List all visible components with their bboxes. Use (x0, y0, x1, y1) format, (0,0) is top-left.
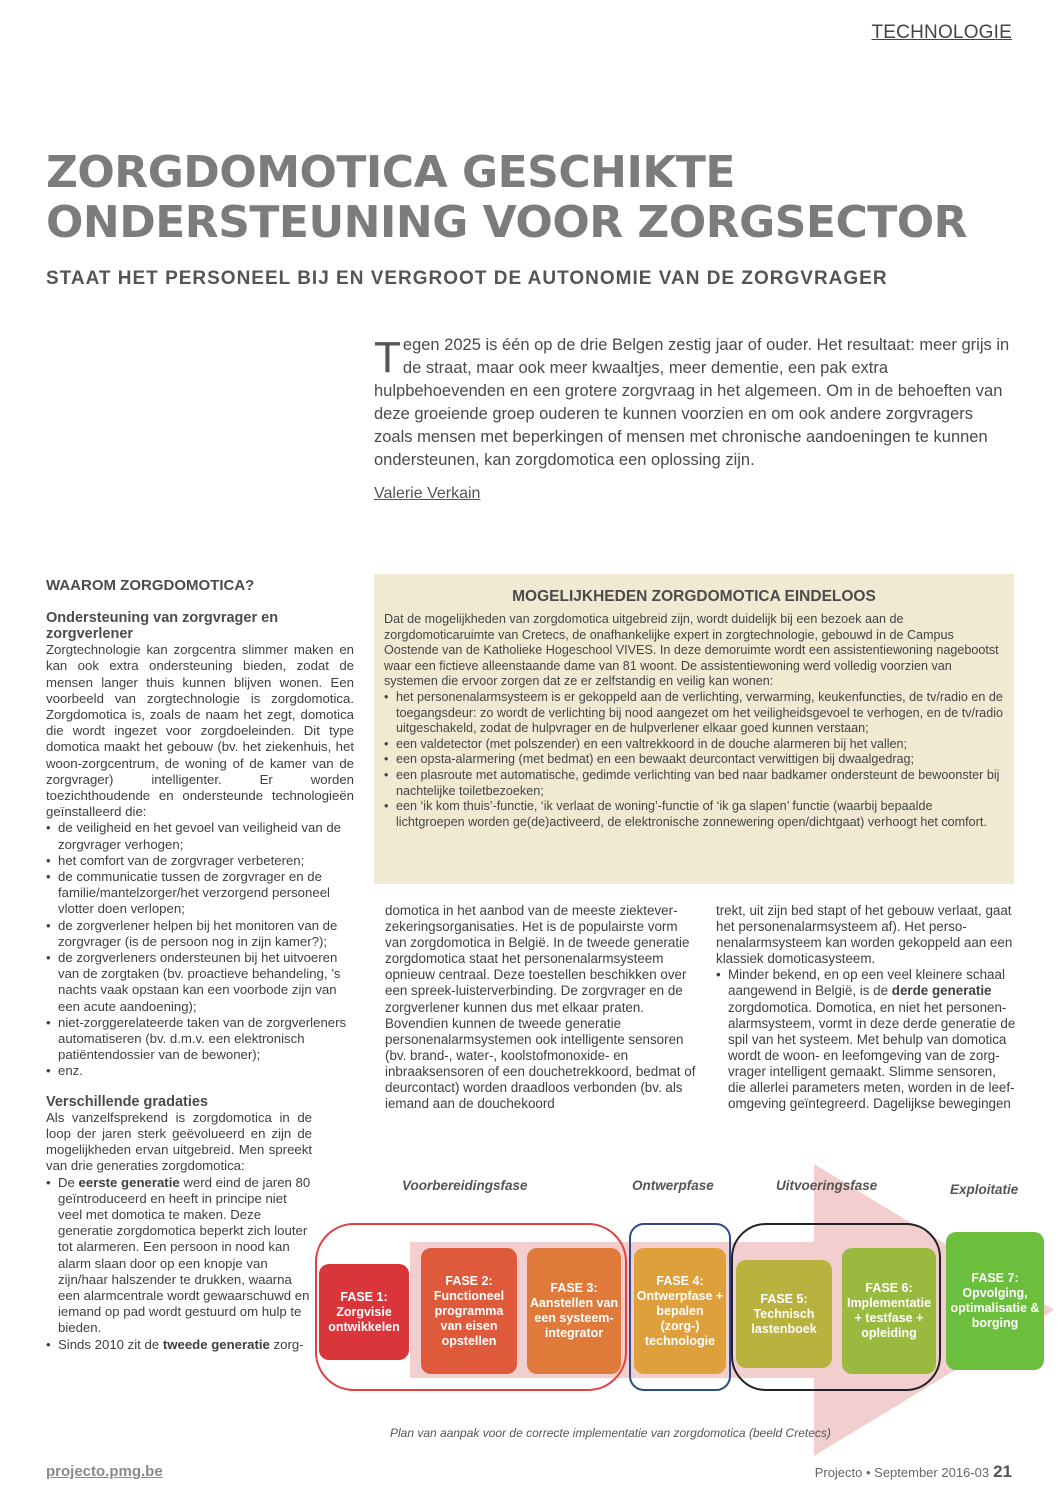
box-heading: MOGELIJKHEDEN ZORGDOMOTICA EINDELOOS (512, 588, 876, 605)
phase-label-preparation: Voorbereidingsfase (402, 1178, 528, 1193)
paragraph: Zorgtechnologie kan zorgcentra slimmer maken en kan ook extra ondersteuning bieden, zodat de mensen langer thuis kunnen blijven wonen. Een voorbeeld van zorgtechnologie is zorgdomotica. Zorgdomotica is, zoals de naam het zegt, domotica die wordt ingezet voor zorgdoeleinden. Dit type domotica maakt het gebouw (bv. het ziekenhuis, het woon-zorgcentrum, de woning of de kamer van de zorgvrager) intelligenter. Er worden toezichthoudende en ondersteunde technologieën geïnstalleerd die: (46, 642, 354, 820)
section-tag: TECHNOLOGIE (871, 22, 1012, 43)
list-item: • De eerste generatie werd eind de jaren 80 geïntroduceerd en heeft in principe niet veel met domotica te maken. Deze generatie zorgdomotica beperkt zich louter tot alarmeren. Een persoon in nood kan alarm slaan door op een knopje van zijn/haar halszender te drukken, waarna een alarmcentrale wordt gewaarschuwd en iemand op pad wordt gestuurd om hulp te bieden. (46, 1175, 312, 1337)
section-heading: WAAROM ZORGDOMOTICA? (46, 577, 255, 594)
diagram-caption: Plan van aanpak voor de correcte implementatie van zorgdomotica (beeld Cretecs) (390, 1426, 831, 1440)
info-box (374, 574, 1014, 884)
list-item: • Minder bekend, en op een veel kleinere schaal aangewend in België, is de derde generatie zorgdomotica. Domotica, en niet het personenalarmsysteem, vormt in deze derde generatie de spil van het systeem. Met behulp van domotica wordt de woon- en leefomgeving van de zorgvrager intelligent gemaakt. Slimme sensoren, die allerlei parameters meten, worden in de leefomgeving geïntegreerd. Dagelijkse bewegingen (716, 967, 1016, 1112)
paragraph: trekt, uit zijn bed stapt of het gebouw verlaat, gaat het personenalarmsysteem af). Het personenalarmsysteem kan worden gekoppeld aan een klassiek domoticasysteem. (716, 903, 1013, 967)
phase-label-exploitation: Exploitatie (950, 1182, 1019, 1197)
list-item: • niet-zorggerelateerde taken van de zorgverleners automatiseren (bv. d.m.v. een elektronisch patiëntendossier van de bewoner); (46, 1015, 354, 1064)
intro-paragraph (374, 334, 1014, 472)
list-item: • de communicatie tussen de zorgvrager en de familie/mantelzorger/het verzorgend personeel vlotter doen verlopen; (46, 869, 354, 918)
footer-issue: Projecto • September 2016-03 21 (814, 1462, 1012, 1481)
subheading-gradations: Verschillende gradaties (46, 1093, 208, 1110)
article-title: ZORGDOMOTICA GESCHIKTE ONDERSTEUNING VOOR ZORGSECTOR (46, 147, 968, 248)
list-item: • Sinds 2010 zit de tweede generatie zorg- (46, 1337, 312, 1353)
phase-label-execution: Uitvoeringsfase (776, 1178, 878, 1193)
paragraph: Als vanzelfsprekend is zorgdomotica in de loop der jaren sterk geëvolueerd en zijn de mogelijkheden ervan uitgebreid. Men spreekt van drie generaties zorgdomotica: (46, 1109, 312, 1174)
list-item: • enz. (46, 1063, 354, 1079)
phase-diagram (314, 1160, 1054, 1460)
subheading-support: Ondersteuning van zorgvrager en zorgverlener (46, 610, 279, 643)
fase-5-box: FASE 5: Technisch lastenboek (736, 1260, 832, 1368)
list-item: • de zorgverleners ondersteunen bij het uitvoeren van de zorgtaken (bv. proactieve behandeling, ’s nachts vaak opstaan kan een voorbode zijn van een acute aandoening); (46, 950, 354, 1015)
list-item: • een opsta-alarmering (met bedmat) en een bewaakt deurcontact verwittigen bij dwaalgedrag; (384, 752, 1004, 768)
box-paragraph: Dat de mogelijkheden van zorgdomotica uitgebreid zijn, wordt duidelijk bij een bezoek aan de zorgdomoticaruimte van Cretecs, de onafhankelijke expert in zorgtechnologie, gebouwd in de Campus Oostende van de Katholieke Hogeschool VIVES. In deze demoruimte wordt een assistentiewoning nagebootst waar een fictieve alleenstaande dame van 81 woont. De assistentiewoning werd volledig voorzien van systemen die ervoor zorgen dat ze er zelfstandig en veilig kan wonen: (384, 612, 999, 689)
fase-1-box: FASE 1: Zorgvisie ontwikkelen (319, 1264, 409, 1360)
list-item: • de veiligheid en het gevoel van veiligheid van de zorgvrager verhogen; (46, 820, 354, 852)
footer-site-link[interactable]: projecto.pmg.be (46, 1463, 163, 1480)
list-item: • een plasroute met automatische, gedimde verlichting van bed naar badkamer ondersteunt de bewoonster bij nachtelijke toiletbezoeken; (384, 768, 1004, 799)
page-number: 21 (993, 1462, 1012, 1481)
list-item: • de zorgverlener helpen bij het monitoren van de zorgvrager (is de persoon nog in zijn kamer?); (46, 918, 354, 950)
article-subtitle: STAAT HET PERSONEEL BIJ EN VERGROOT DE AUTONOMIE VAN DE ZORGVRAGER (46, 268, 888, 289)
right-column (716, 903, 1016, 1112)
author-link[interactable]: Valerie Verkain (374, 485, 481, 502)
intro-text: egen 2025 is één op de drie Belgen zestig jaar of ouder. Het resultaat: meer grijs in de straat, maar ook meer kwaaltjes, meer dementie, een pak extra hulpbehoevenden en een grotere zorgvraag in het algemeen. Om in de behoeften van deze groeiende groep ouderen te kunnen voorzien en om ook andere zorgvragers zoals mensen met beperkingen of mensen met chronische aandoeningen te kunnen ondersteunen, kan zorgdomotica een oplossing zijn. (374, 336, 1010, 469)
left-column (46, 578, 354, 1353)
bullet-list (46, 820, 354, 1079)
bullet-list (46, 1175, 312, 1353)
list-item: • het comfort van de zorgvrager verbeteren; (46, 853, 354, 869)
list-item: • het personenalarmsysteem is er gekoppeld aan de verlichting, verwarming, keukenfuncties, de tv/radio en de toegangsdeur: zo wordt de verlichting bij nood aangezet om het veiligheidsgevoel te verhogen, en de tv/radio uitgeschakeld, zodat de hulpvrager en de hulpverlener elkaar goed kunnen verstaan; (384, 690, 1004, 737)
middle-column: domotica in het aanbod van de meeste ziekteverzekeringsorganisaties. Het is de populairste vorm van zorgdomotica in België. In de tweede generatie zorgdomotica staat het personenalarmsysteem opnieuw centraal. Deze toestellen beschikken over een spreek-luisterverbinding. De zorgvrager en de zorgverlener kunnen dus met elkaar praten. Bovendien kunnen de tweede generatie personenalarmsystemen ook intelligente sensoren (bv. brand-, water-, koolstofmonoxide- en inbraaksensoren of een douchetrekkoord, bedmat of deurcontact) worden draadloos verbonden (bv. als iemand aan de douchekoord (385, 903, 696, 1112)
drop-cap: T (374, 333, 401, 382)
fase-4-box: FASE 4: Ontwerpfase + bepalen (zorg-) technologie (634, 1248, 726, 1374)
fase-6-box: FASE 6: Implementatie + testfase + opleiding (842, 1248, 936, 1374)
list-item: • een valdetector (met polszender) en een valtrekkoord in de douche alarmeren bij het vallen; (384, 737, 1004, 753)
fase-3-box: FASE 3: Aanstellen van een systeemintegrator (527, 1248, 621, 1374)
list-item: • een ‘ik kom thuis’-functie, ‘ik verlaat de woning’-functie of ‘ik ga slapen’ functie (waarbij bepaalde lichtgroepen worden ge(de)activeerd, de elektronische zonnewering open/dichtgaat) verhoogt het comfort. (384, 799, 1004, 830)
fase-7-box: FASE 7: Opvolging, optimalisatie & borging (946, 1232, 1044, 1370)
phase-label-design: Ontwerpfase (632, 1178, 714, 1193)
fase-2-box: FASE 2: Functioneel programma van eisen opstellen (421, 1248, 517, 1374)
box-list (384, 690, 1004, 830)
